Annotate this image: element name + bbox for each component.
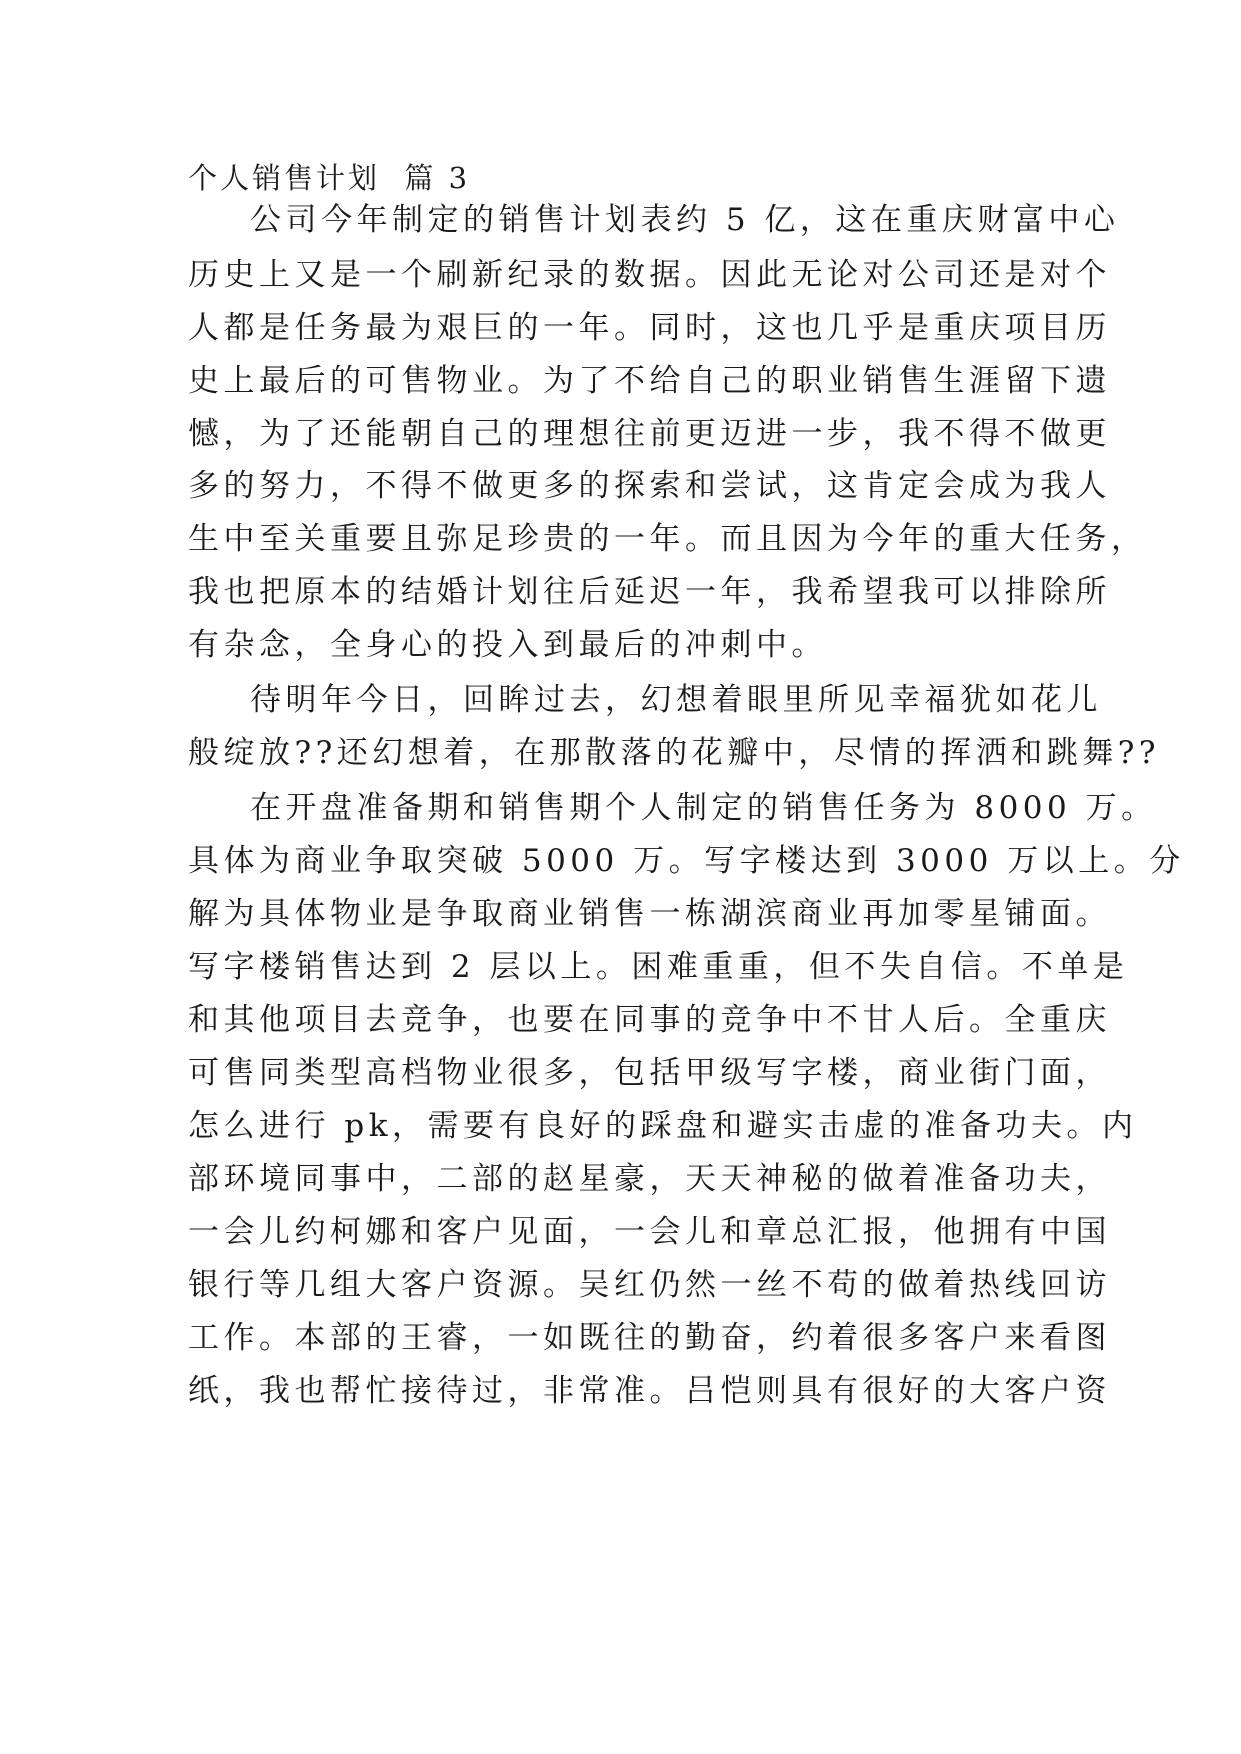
- paragraph-line: 憾，为了还能朝自己的理想往前更迈进一步，我不得不做更: [188, 416, 1111, 452]
- paragraph-line: 和其他项目去竞争，也要在同事的竞争中不甘人后。全重庆: [188, 1002, 1111, 1038]
- paragraph-line: 具体为商业争取突破 5000 万。写字楼达到 3000 万以上。分: [188, 843, 1185, 879]
- paragraph-line: 历史上又是一个刷新纪录的数据。因此无论对公司还是对个: [188, 257, 1111, 293]
- paragraph-line: 在开盘准备期和销售期个人制定的销售任务为 8000 万。: [250, 790, 1157, 826]
- paragraph-line: 我也把原本的结婚计划往后延迟一年，我希望我可以排除所: [188, 574, 1111, 610]
- paragraph-line: 公司今年制定的销售计划表约 5 亿，这在重庆财富中心: [250, 202, 1120, 238]
- paragraph-line: 解为具体物业是争取商业销售一栋湖滨商业再加零星铺面。: [188, 896, 1111, 932]
- paragraph-line: 待明年今日，回眸过去，幻想着眼里所见幸福犹如花儿: [250, 682, 1102, 718]
- paragraph-line: 工作。本部的王睿，一如既往的勤奋，约着很多客户来看图: [188, 1320, 1111, 1356]
- paragraph-line: 银行等几组大客户资源。吴红仍然一丝不苟的做着热线回访: [188, 1267, 1111, 1303]
- paragraph-line: 人都是任务最为艰巨的一年。同时，这也几乎是重庆项目历: [188, 310, 1111, 346]
- paragraph-line: 般绽放??还幻想着，在那散落的花瓣中，尽情的挥洒和跳舞??: [188, 735, 1160, 771]
- paragraph-line: 生中至关重要且弥足珍贵的一年。而且因为今年的重大任务，: [188, 521, 1147, 557]
- paragraph-line: 有杂念，全身心的投入到最后的冲刺中。: [188, 627, 827, 663]
- paragraph-line: 史上最后的可售物业。为了不给自己的职业销售生涯留下遗: [188, 363, 1111, 399]
- paragraph-line: 多的努力，不得不做更多的探索和尝试，这肯定会成为我人: [188, 468, 1111, 504]
- paragraph-line: 怎么进行 pk，需要有良好的踩盘和避实击虚的准备功夫。内: [188, 1108, 1138, 1144]
- document-title: 个人销售计划 篇 3: [188, 161, 471, 195]
- paragraph-line: 写字楼销售达到 2 层以上。困难重重，但不失自信。不单是: [188, 949, 1129, 985]
- paragraph-line: 一会儿约柯娜和客户见面，一会儿和章总汇报，他拥有中国: [188, 1214, 1111, 1250]
- paragraph-line: 可售同类型高档物业很多，包括甲级写字楼，商业街门面，: [188, 1055, 1111, 1091]
- paragraph-line: 纸，我也帮忙接待过，非常准。吕恺则具有很好的大客户资: [188, 1373, 1111, 1409]
- paragraph-line: 部环境同事中，二部的赵星豪，天天神秘的做着准备功夫，: [188, 1161, 1111, 1197]
